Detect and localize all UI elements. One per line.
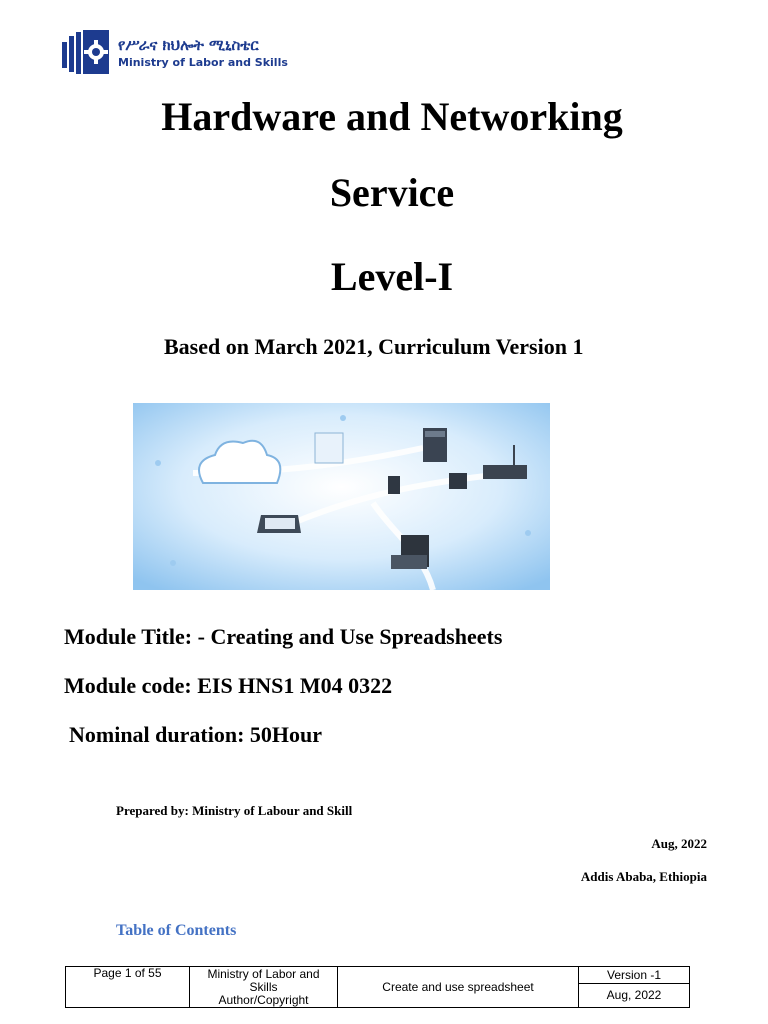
nominal-duration: Nominal duration: 50Hour xyxy=(69,722,323,747)
table-of-contents-heading[interactable]: Table of Contents xyxy=(116,922,237,939)
network-cloud-illustration-icon xyxy=(133,403,550,590)
gear-building-logo-icon xyxy=(62,28,114,76)
module-code: Module code: EIS HNS1 M04 0322 xyxy=(64,673,393,698)
publication-place: Addis Ababa, Ethiopia xyxy=(580,869,707,884)
footer-page-number: Page 1 of 55 xyxy=(66,967,190,1008)
logo-english-text: Ministry of Labor and Skills xyxy=(118,56,288,69)
title-line-1: Hardware and Networking xyxy=(161,94,623,139)
logo-amharic-text: የሥራና ክህሎት ሚኒስቴር xyxy=(118,36,259,54)
module-title: Module Title: - Creating and Use Spreadsheets xyxy=(64,624,503,649)
footer-version: Version -1 xyxy=(579,967,690,984)
footer-doc-title: Create and use spreadsheet xyxy=(338,967,579,1008)
footer-author xyxy=(190,967,338,1008)
ministry-logo xyxy=(62,28,292,76)
prepared-by: Prepared by: Ministry of Labour and Skill xyxy=(116,803,353,818)
footer-version-date: Aug, 2022 xyxy=(579,984,690,1008)
footer-author-line-3: Author/Copyright xyxy=(218,992,309,1007)
page-footer xyxy=(65,966,690,1008)
footer-author-line-2: Skills xyxy=(249,979,278,994)
curriculum-subtitle: Based on March 2021, Curriculum Version 1 xyxy=(164,334,584,359)
title-line-2: Service xyxy=(329,170,455,215)
publication-date: Aug, 2022 xyxy=(651,836,707,851)
title-line-3: Level-I xyxy=(330,254,454,299)
footer-author-line-1: Ministry of Labor and xyxy=(207,966,320,981)
